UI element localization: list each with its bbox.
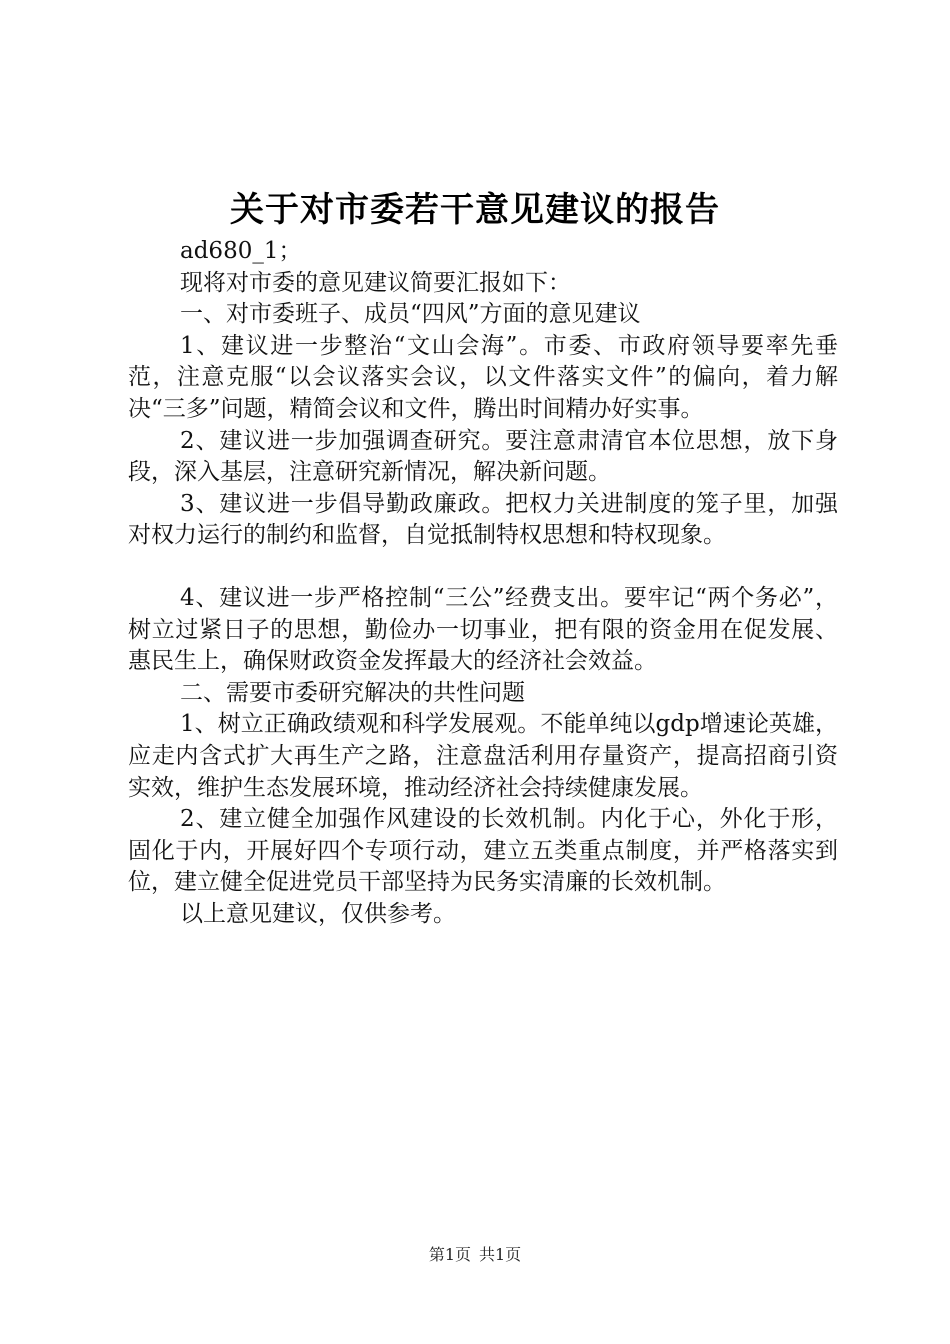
paragraph-item-1-2: 2、建议进一步加强调查研究。要注意肃清官本位思想，放下身段，深入基层，注意研究新情况，解决新问题。	[128, 427, 838, 486]
paragraph-item-2-1: 1、树立正确政绩观和科学发展观。不能单纯以gdp增速论英雄，应走内含式扩大再生产之路，注意盘活利用存量资产，提高招商引资实效，维护生态发展环境，推动经济社会持续健康发展。	[128, 711, 838, 801]
page-number: 第1页	[428, 1245, 471, 1264]
section-heading-2: 二、需要市委研究解决的共性问题	[180, 679, 525, 706]
paragraph-item-1-4: 4、建议进一步严格控制“三公”经费支出。要牢记“两个务必”，树立过紧日子的思想，勤俭办一切事业，把有限的资金用在促发展、惠民生上，确保财政资金发挥最大的经济社会效益。	[128, 584, 838, 675]
paragraph-ref-code: ad680_1；	[180, 238, 302, 264]
paragraph-closing: 以上意见建议，仅供参考。	[180, 900, 456, 927]
section-heading-1: 一、对市委班子、成员“四风”方面的意见建议	[180, 301, 641, 328]
paragraph-item-1-1: 1、建议进一步整治“文山会海”。市委、市政府领导要率先垂范，注意克服“以会议落实会议，以文件落实文件”的偏向，着力解决“三多”问题，精简会议和文件，腾出时间精办好实事。	[128, 332, 838, 422]
paragraph-item-2-2: 2、建立健全加强作风建设的长效机制。内化于心，外化于形，固化于内，开展好四个专项行动，建立五类重点制度，并严格落实到位，建立健全促进党员干部坚持为民务实清廉的长效机制。	[128, 806, 838, 896]
page-footer	[0, 1244, 950, 1266]
page-total: 共1页	[479, 1245, 522, 1264]
document-body	[128, 236, 838, 930]
paragraph-item-1-3: 3、建议进一步倡导勤政廉政。把权力关进制度的笼子里，加强对权力运行的制约和监督，自觉抵制特权思想和特权现象。	[128, 490, 838, 549]
document-title: 关于对市委若干意见建议的报告	[230, 190, 720, 230]
paragraph-intro: 现将对市委的意见建议简要汇报如下：	[180, 269, 571, 296]
